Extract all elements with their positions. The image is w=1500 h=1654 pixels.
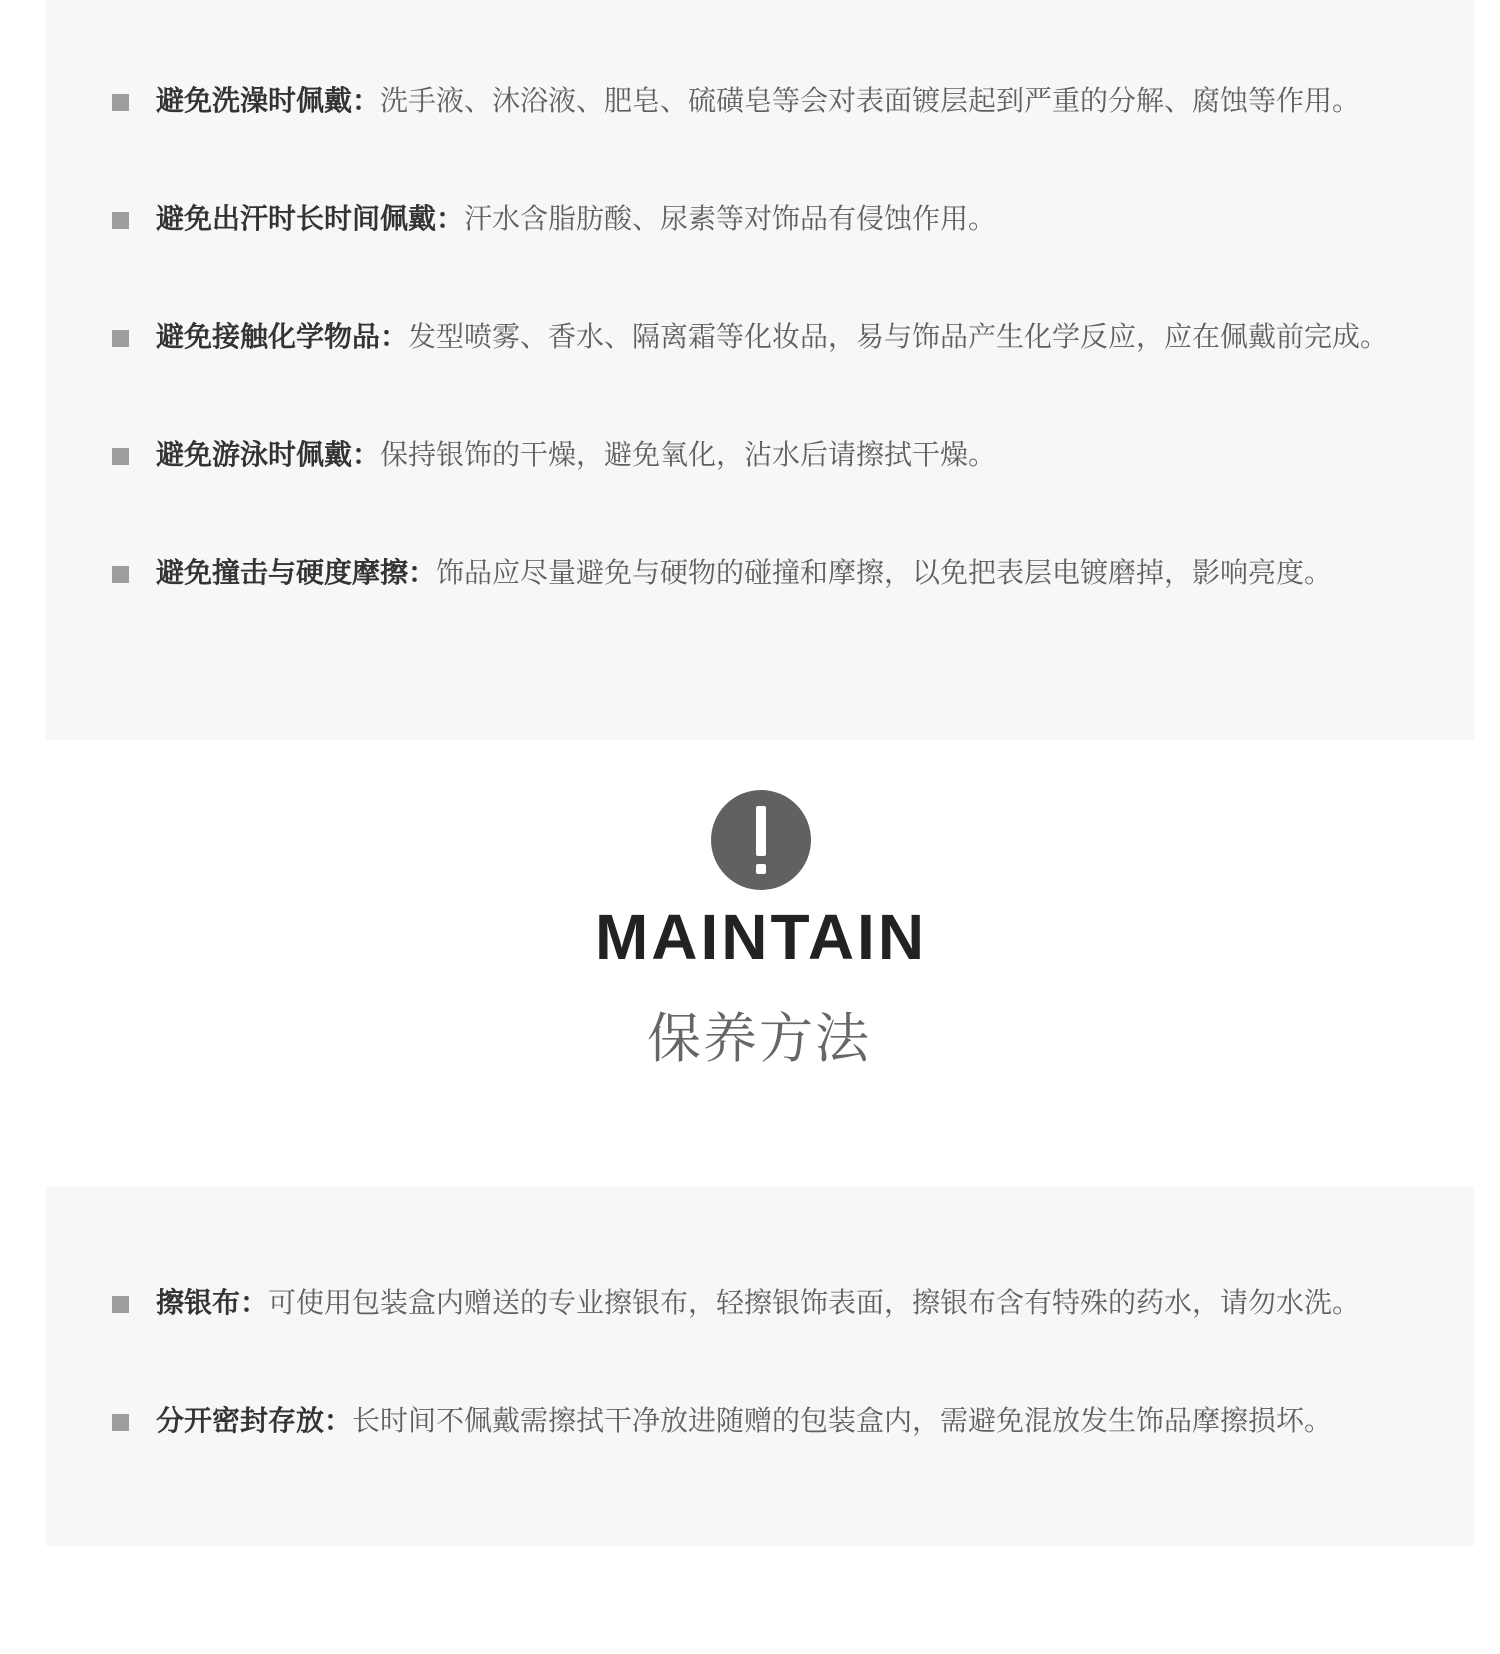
avoid-item-body: 洗手液、沐浴液、肥皂、硫磺皂等会对表面镀层起到严重的分解、腐蚀等作用。 [380, 84, 1361, 117]
maintain-item-text [156, 1400, 1442, 1442]
square-bullet-icon [112, 1296, 129, 1313]
avoid-item-impact [112, 552, 1442, 594]
avoid-item-body: 保持银饰的干燥，避免氧化，沾水后请擦拭干燥。 [380, 438, 997, 471]
avoid-item-text [156, 434, 1442, 476]
avoid-item-text [156, 552, 1442, 594]
avoid-panel [46, 0, 1474, 740]
maintain-item-body: 可使用包装盒内赠送的专业擦银布，轻擦银饰表面，擦银布含有特殊的药水，请勿水洗。 [268, 1286, 1361, 1319]
section-subtitle: 保养方法 [647, 1007, 871, 1070]
avoid-item-title: 避免撞击与硬度摩擦： [156, 556, 437, 589]
avoid-item-swimming [112, 434, 1442, 476]
avoid-item-body: 发型喷雾、香水、隔离霜等化妆品，易与饰品产生化学反应，应在佩戴前完成。 [408, 320, 1389, 353]
maintain-item-body: 长时间不佩戴需擦拭干净放进随赠的包装盒内，需避免混放发生饰品摩擦损坏。 [352, 1404, 1333, 1437]
square-bullet-icon [112, 448, 129, 465]
maintain-panel [46, 1186, 1474, 1546]
maintain-item-title: 擦银布： [156, 1286, 269, 1319]
avoid-item-body: 汗水含脂肪酸、尿素等对饰品有侵蚀作用。 [464, 202, 997, 235]
avoid-item-title: 避免洗澡时佩戴： [156, 84, 381, 117]
avoid-item-text [156, 198, 1442, 240]
square-bullet-icon [112, 566, 129, 583]
avoid-item-title: 避免接触化学物品： [156, 320, 409, 353]
exclamation-circle-icon [711, 790, 811, 890]
exclamation-dot [756, 864, 766, 874]
exclamation-bar [756, 806, 766, 856]
avoid-item-title: 避免出汗时长时间佩戴： [156, 202, 465, 235]
avoid-item-text [156, 80, 1442, 122]
avoid-item-title: 避免游泳时佩戴： [156, 438, 381, 471]
maintain-item-text [156, 1282, 1442, 1324]
maintain-item-cloth [112, 1282, 1442, 1324]
square-bullet-icon [112, 330, 129, 347]
section-title: MAINTAIN [594, 901, 928, 973]
square-bullet-icon [112, 1414, 129, 1431]
maintain-item-storage [112, 1400, 1442, 1442]
avoid-item-text [156, 316, 1442, 358]
avoid-item-bathing [112, 80, 1442, 122]
avoid-item-sweating [112, 198, 1442, 240]
square-bullet-icon [112, 94, 129, 111]
avoid-item-chemicals [112, 316, 1442, 358]
maintain-section-header [0, 790, 1500, 1090]
avoid-item-body: 饰品应尽量避免与硬物的碰撞和摩擦，以免把表层电镀磨掉，影响亮度。 [436, 556, 1333, 589]
square-bullet-icon [112, 212, 129, 229]
maintain-item-title: 分开密封存放： [156, 1404, 353, 1437]
